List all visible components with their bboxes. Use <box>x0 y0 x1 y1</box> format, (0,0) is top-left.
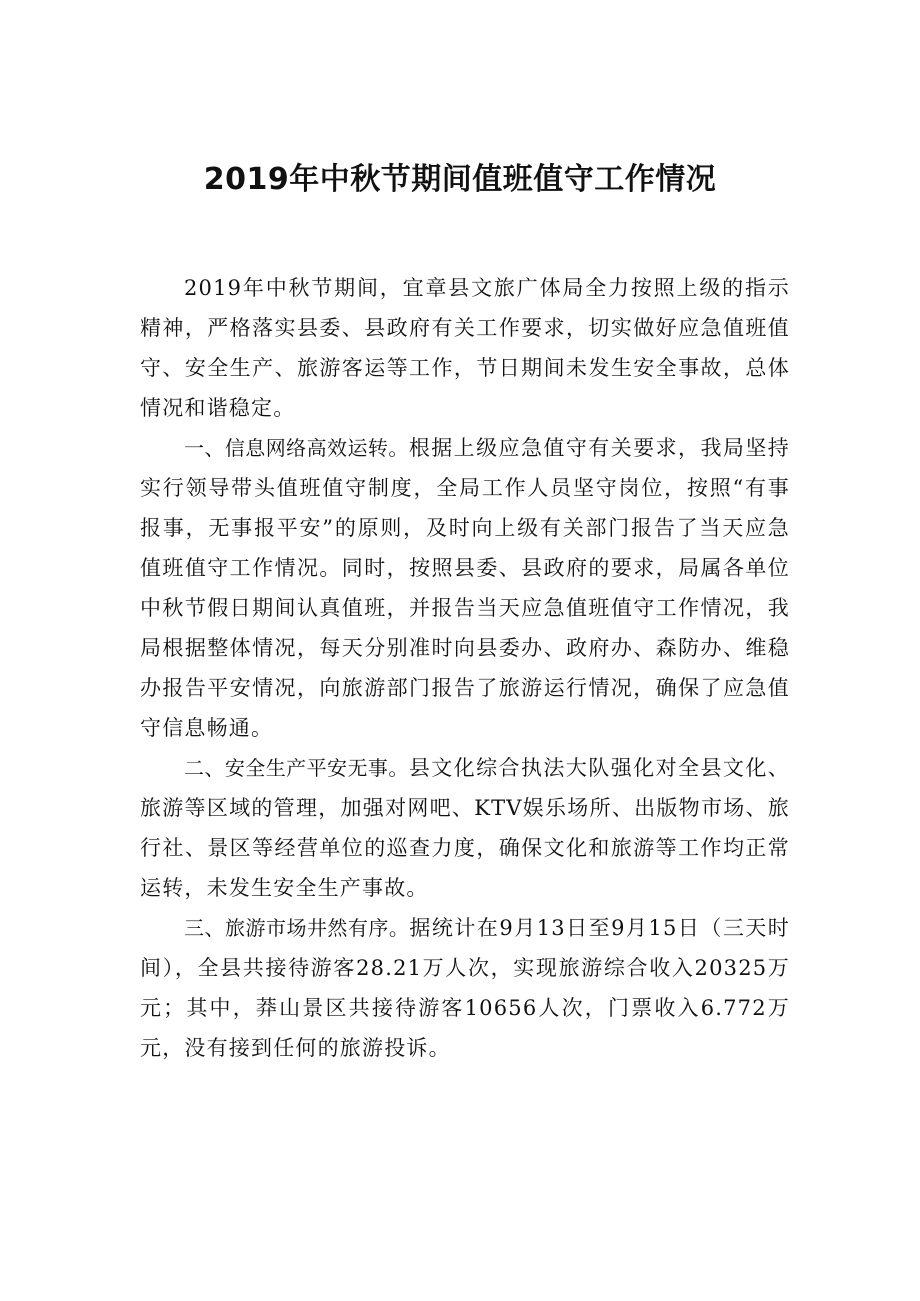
document-body <box>140 268 790 1068</box>
section-3-heading: 三、旅游市场井然有序。 <box>184 916 410 940</box>
intro-paragraph <box>140 268 790 428</box>
section-2-text: 县文化综合执法大队强化对全县文化、旅游等区域的管理，加强对网吧、KTV娱乐场所、出版物市场、旅行社、景区等经营单位的巡查力度，确保文化和旅游等工作均正常运转，未发生安全生产事故。 <box>140 756 790 900</box>
section-2-heading: 二、安全生产平安无事。 <box>184 756 409 780</box>
document-title: 2019年中秋节期间值班值守工作情况 <box>203 162 717 197</box>
section-3-paragraph <box>140 908 790 1068</box>
section-1-text: 根据上级应急值守有关要求，我局坚持实行领导带头值班值守制度，全局工作人员坚守岗位，按照“有事报事，无事报平安”的原则，及时向上级有关部门报告了当天应急值班值守工作情况。同时，按照县委、县政府的要求，局属各单位中秋节假日期间认真值班，并报告当天应急值班值守工作情况，我局根据整体情况，每天分别准时向县委办、政府办、森防办、维稳办报告平安情况，向旅游部门报告了旅游运行情况，确保了应急值守信息畅通。 <box>140 436 790 740</box>
section-3-text: 据统计在9月13日至9月15日（三天时间），全县共接待游客28.21万人次，实现旅游综合收入20325万元；其中，莽山景区共接待游客10656人次，门票收入6.772万元，没有接到任何的旅游投诉。 <box>140 916 790 1060</box>
section-1-heading: 一、信息网络高效运转。 <box>184 436 409 460</box>
paragraph-text: 2019年中秋节期间，宜章县文旅广体局全力按照上级的指示精神，严格落实县委、县政府有关工作要求，切实做好应急值班值守、安全生产、旅游客运等工作，节日期间未发生安全事故，总体情况和谐稳定。 <box>140 276 790 420</box>
section-1-paragraph <box>140 428 790 748</box>
section-2-paragraph <box>140 748 790 908</box>
